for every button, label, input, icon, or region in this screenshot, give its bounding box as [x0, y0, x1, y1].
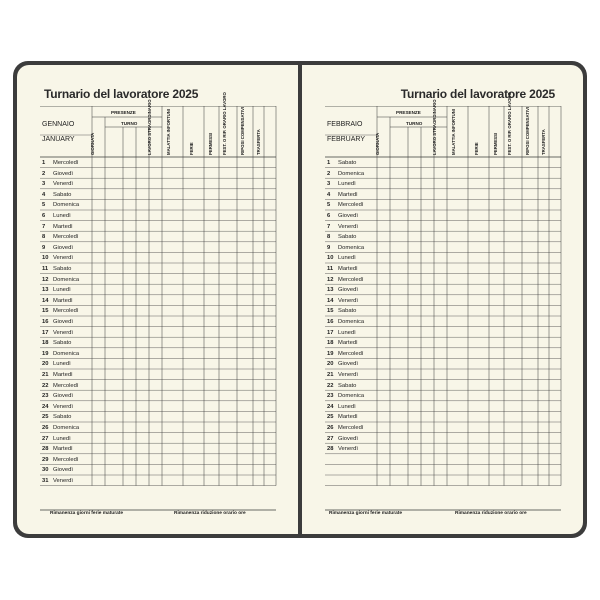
day-number: 28	[42, 446, 49, 453]
weekday-name: Lunedì	[338, 329, 356, 336]
weekday-name: Mercoledì	[53, 456, 79, 463]
month-name-italian: GENNAIO	[42, 121, 75, 128]
weekday-name: Lunedì	[53, 213, 71, 219]
weekday-name: Venerdì	[338, 223, 358, 230]
day-number: 11	[42, 266, 49, 272]
page-january	[17, 65, 298, 534]
weekday-name: Mercoledì	[338, 276, 364, 283]
day-number: 14	[327, 297, 334, 304]
day-number: 27	[42, 435, 49, 442]
weekday-name: Venerdì	[53, 478, 73, 484]
day-number: 13	[327, 287, 334, 294]
day-number: 16	[42, 319, 49, 325]
footer-riduzione-label: Rimanenza riduzione orario ore	[455, 511, 527, 516]
day-number: 24	[327, 403, 334, 410]
page-title: Turnario del lavoratore 2025	[400, 87, 555, 101]
header-lavoro-straordinario: LAVORO STRAORDINARIO	[147, 99, 152, 155]
day-number: 10	[327, 255, 334, 262]
day-number: 2	[42, 170, 46, 177]
weekday-name: Martedì	[338, 340, 358, 347]
day-number: 4	[327, 191, 331, 198]
header-trasferta: TRASFERTA	[541, 129, 546, 155]
day-number: 2	[327, 170, 331, 177]
weekday-name: Domenica	[53, 425, 80, 431]
day-number: 1	[327, 160, 331, 166]
weekday-name: Domenica	[338, 170, 365, 177]
weekday-name: Mercoledì	[53, 308, 79, 315]
day-number: 31	[42, 478, 49, 484]
weekday-name: Sabato	[338, 382, 357, 389]
day-number: 25	[327, 414, 334, 421]
page-february	[302, 65, 583, 534]
day-number: 6	[327, 213, 331, 219]
header-turno: TURNO	[121, 121, 138, 126]
day-number: 7	[42, 223, 46, 230]
day-number: 15	[327, 308, 334, 315]
day-number: 25	[42, 414, 49, 421]
month-name-english: FEBRUARY	[327, 136, 365, 143]
weekday-name: Venerdì	[338, 446, 358, 453]
weekday-name: Giovedì	[53, 393, 73, 400]
footer-ferie-label: Rimanenza giorni ferie maturate	[329, 511, 403, 516]
header-riposi-compensativi: RIPOSI COMPENSATIVI	[525, 106, 530, 155]
header-giornata: GIORNATA	[375, 132, 380, 155]
day-number: 15	[42, 308, 49, 315]
weekday-name: Mercoledì	[338, 425, 364, 431]
day-number: 6	[42, 213, 46, 219]
weekday-name: Martedì	[338, 414, 358, 421]
day-number: 20	[42, 361, 49, 368]
weekday-name: Giovedì	[53, 170, 73, 177]
weekday-name: Mercoledì	[53, 234, 79, 241]
weekday-name: Giovedì	[53, 244, 73, 251]
header-fest-riposo: FEST. O RIP. ORARIO LAVORO	[507, 92, 512, 155]
day-number: 18	[327, 340, 334, 347]
weekday-name: Lunedì	[338, 181, 356, 188]
weekday-name: Sabato	[338, 160, 357, 166]
header-giornata: GIORNATA	[90, 132, 95, 155]
weekday-name: Martedì	[338, 191, 358, 198]
weekday-name: Martedì	[53, 446, 73, 453]
day-number: 19	[42, 350, 49, 357]
footer-riduzione-label: Rimanenza riduzione orario ore	[174, 511, 246, 516]
weekday-name: Sabato	[338, 308, 357, 315]
header-malattia-infortuni: MALATTIA INFORTUNI	[166, 108, 171, 155]
day-number: 19	[327, 350, 334, 357]
weekday-name: Mercoledì	[53, 160, 79, 166]
day-number: 11	[327, 266, 334, 272]
day-number: 5	[42, 202, 46, 209]
weekday-name: Venerdì	[53, 329, 73, 336]
day-number: 23	[42, 393, 49, 400]
day-number: 27	[327, 435, 334, 442]
day-number: 12	[42, 276, 49, 283]
weekday-name: Sabato	[338, 234, 357, 241]
weekday-name: Venerdì	[53, 403, 73, 410]
day-number: 13	[42, 287, 49, 294]
day-number: 8	[42, 234, 46, 241]
day-number: 26	[327, 425, 334, 431]
day-number: 23	[327, 393, 334, 400]
day-number: 17	[42, 329, 49, 336]
header-trasferta: TRASFERTA	[256, 129, 261, 155]
weekday-name: Domenica	[53, 276, 80, 283]
day-number: 14	[42, 297, 49, 304]
weekday-name: Sabato	[53, 414, 72, 421]
weekday-name: Giovedì	[338, 361, 358, 368]
weekday-name: Giovedì	[338, 213, 358, 219]
footer-ferie-label: Rimanenza giorni ferie maturate	[50, 511, 124, 516]
weekday-name: Giovedì	[53, 467, 73, 474]
day-number: 18	[42, 340, 49, 347]
weekday-name: Mercoledì	[338, 350, 364, 357]
header-presenze: PRESENZE	[396, 110, 421, 115]
page-title: Turnario del lavoratore 2025	[44, 87, 199, 101]
day-number: 28	[327, 446, 334, 453]
day-number: 3	[42, 181, 46, 188]
weekday-name: Venerdì	[338, 297, 358, 304]
weekday-name: Venerdì	[53, 181, 73, 188]
weekday-name: Mercoledì	[338, 202, 364, 209]
day-number: 22	[42, 382, 49, 389]
weekday-name: Venerdì	[53, 255, 73, 262]
month-name-english: JANUARY	[42, 136, 75, 143]
day-number: 17	[327, 329, 334, 336]
weekday-name: Lunedì	[53, 287, 71, 294]
planner-book	[13, 61, 587, 538]
weekday-name: Lunedì	[53, 435, 71, 442]
weekday-name: Domenica	[338, 393, 365, 400]
weekday-name: Domenica	[338, 244, 365, 251]
weekday-name: Sabato	[53, 191, 72, 198]
table-grid	[17, 106, 298, 526]
weekday-name: Giovedì	[338, 435, 358, 442]
weekday-name: Martedì	[338, 266, 358, 272]
weekday-name: Lunedì	[53, 361, 71, 368]
day-number: 24	[42, 403, 49, 410]
weekday-name: Martedì	[53, 223, 73, 230]
header-lavoro-straordinario: LAVORO STRAORDINARIO	[432, 99, 437, 155]
weekday-name: Domenica	[53, 202, 80, 209]
table-grid	[302, 106, 583, 526]
day-number: 21	[42, 372, 49, 378]
header-malattia-infortuni: MALATTIA INFORTUNI	[451, 108, 456, 155]
header-presenze: PRESENZE	[111, 110, 136, 115]
day-number: 21	[327, 372, 334, 378]
header-turno: TURNO	[406, 121, 423, 126]
header-permessi: PERMESSI	[208, 132, 213, 155]
header-riposi-compensativi: RIPOSI COMPENSATIVI	[240, 106, 245, 155]
weekday-name: Lunedì	[338, 255, 356, 262]
day-number: 1	[42, 160, 46, 166]
weekday-name: Domenica	[338, 319, 365, 325]
day-number: 20	[327, 361, 334, 368]
weekday-name: Domenica	[53, 350, 80, 357]
day-number: 22	[327, 382, 334, 389]
day-number: 3	[327, 181, 331, 188]
day-number: 12	[327, 276, 334, 283]
weekday-name: Giovedì	[53, 319, 73, 325]
day-number: 7	[327, 223, 331, 230]
weekday-name: Venerdì	[338, 372, 358, 378]
weekday-name: Martedì	[53, 372, 73, 378]
day-number: 30	[42, 467, 49, 474]
day-number: 4	[42, 191, 46, 198]
weekday-name: Sabato	[53, 340, 72, 347]
day-number: 10	[42, 255, 49, 262]
header-fest-riposo: FEST. O RIP. ORARIO LAVORO	[222, 92, 227, 155]
day-number: 29	[42, 456, 49, 463]
header-ferie: FERIE	[189, 142, 194, 155]
day-number: 16	[327, 319, 334, 325]
header-permessi: PERMESSI	[493, 132, 498, 155]
header-ferie: FERIE	[474, 142, 479, 155]
weekday-name: Lunedì	[338, 403, 356, 410]
weekday-name: Giovedì	[338, 287, 358, 294]
day-number: 8	[327, 234, 331, 241]
weekday-name: Martedì	[53, 297, 73, 304]
weekday-name: Sabato	[53, 266, 72, 272]
day-number: 26	[42, 425, 49, 431]
day-number: 5	[327, 202, 331, 209]
day-number: 9	[327, 244, 331, 251]
month-name-italian: FEBBRAIO	[327, 121, 363, 128]
weekday-name: Mercoledì	[53, 382, 79, 389]
day-number: 9	[42, 244, 46, 251]
